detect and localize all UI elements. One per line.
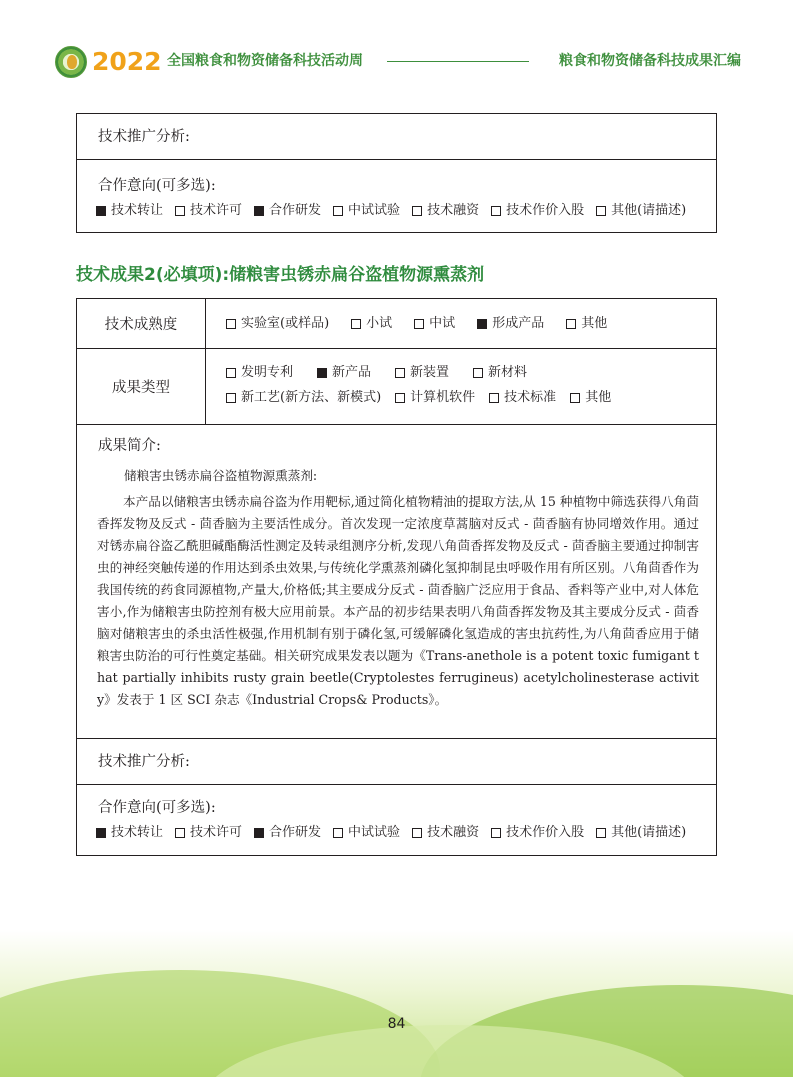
unchecked-box-icon[interactable] [175, 206, 185, 216]
unchecked-box-icon[interactable] [351, 319, 361, 329]
prev-cooperation-label: 合作意向(可多选): [98, 178, 216, 194]
maturity-label: 技术成熟度 [77, 299, 206, 348]
maturity-row [77, 299, 716, 349]
checkbox-option-label: 新材料 [488, 365, 528, 380]
unchecked-box-icon[interactable] [175, 828, 185, 838]
checkbox-option[interactable] [96, 824, 163, 842]
checkbox-option-label: 中试 [429, 316, 456, 331]
section-title: 技术成果2(必填项):储粮害虫锈赤扁谷盗植物源熏蒸剂 [76, 265, 485, 285]
checkbox-option-label: 发明专利 [241, 365, 294, 380]
checkbox-option[interactable] [333, 824, 400, 842]
intro-label: 成果简介: [98, 438, 161, 454]
checkbox-option[interactable] [473, 364, 527, 382]
unchecked-box-icon[interactable] [473, 368, 483, 378]
checkbox-option-label: 其他(请描述) [611, 203, 687, 218]
checkbox-option-label: 技术作价入股 [506, 825, 585, 840]
footer-decoration [0, 930, 793, 1077]
prev-promotion-row [77, 114, 716, 160]
checkbox-option-label: 小试 [366, 316, 393, 331]
unchecked-box-icon[interactable] [412, 206, 422, 216]
checkbox-option[interactable] [175, 824, 242, 842]
header-week-title: 全国粮食和物资储备科技活动周 [167, 53, 363, 69]
promotion-label: 技术推广分析: [98, 754, 190, 770]
checkbox-option[interactable] [317, 364, 371, 382]
maturity-options [226, 315, 629, 333]
checkbox-option[interactable] [226, 364, 293, 382]
promotion-row [77, 739, 716, 785]
checkbox-option-label: 技术转让 [111, 203, 164, 218]
unchecked-box-icon[interactable] [414, 319, 424, 329]
result-type-row [77, 349, 716, 425]
checkbox-option[interactable] [351, 315, 392, 333]
checkbox-option[interactable] [254, 202, 321, 220]
checkbox-option-label: 新工艺(新方法、新模式) [241, 390, 382, 405]
checkbox-option-label: 技术融资 [427, 203, 480, 218]
checkbox-option[interactable] [175, 202, 242, 220]
checkbox-option-label: 技术作价入股 [506, 203, 585, 218]
header-divider [387, 61, 529, 62]
checkbox-option-label: 新产品 [332, 365, 372, 380]
checkbox-option[interactable] [412, 202, 479, 220]
checkbox-option[interactable] [596, 202, 686, 220]
checkbox-option-label: 合作研发 [269, 825, 322, 840]
header-year: 2022 [92, 47, 162, 76]
result-type-options-row1 [226, 364, 551, 382]
unchecked-box-icon[interactable] [491, 828, 501, 838]
checkbox-option-label: 技术许可 [190, 203, 243, 218]
checkbox-option-label: 实验室(或样品) [241, 316, 330, 331]
unchecked-box-icon[interactable] [596, 206, 606, 216]
checkbox-option-label: 合作研发 [269, 203, 322, 218]
unchecked-box-icon[interactable] [395, 393, 405, 403]
checkbox-option-label: 其他(请描述) [611, 825, 687, 840]
checkbox-option[interactable] [570, 389, 611, 407]
logo-icon [55, 46, 87, 78]
checked-box-icon[interactable] [477, 319, 487, 329]
checkbox-option[interactable] [491, 202, 584, 220]
prev-promotion-table [76, 113, 717, 233]
checkbox-option-label: 其他 [581, 316, 608, 331]
checkbox-option-label: 新装置 [410, 365, 450, 380]
checkbox-option[interactable] [489, 389, 556, 407]
result-type-options-row2 [226, 389, 625, 407]
checkbox-option[interactable] [414, 315, 455, 333]
unchecked-box-icon[interactable] [333, 206, 343, 216]
cooperation-row [77, 785, 716, 855]
checkbox-option[interactable] [333, 202, 400, 220]
checked-box-icon[interactable] [254, 828, 264, 838]
unchecked-box-icon[interactable] [491, 206, 501, 216]
checkbox-option[interactable] [566, 315, 607, 333]
unchecked-box-icon[interactable] [226, 393, 236, 403]
checkbox-option-label: 中试试验 [348, 825, 401, 840]
cooperation-label: 合作意向(可多选): [98, 800, 216, 816]
checkbox-option-label: 其他 [585, 390, 612, 405]
unchecked-box-icon[interactable] [596, 828, 606, 838]
intro-subtitle: 储粮害虫锈赤扁谷盗植物源熏蒸剂: [124, 468, 318, 483]
checkbox-option[interactable] [477, 315, 544, 333]
cooperation-options [96, 824, 698, 842]
unchecked-box-icon[interactable] [395, 368, 405, 378]
checkbox-option-label: 计算机软件 [410, 390, 476, 405]
checkbox-option[interactable] [96, 202, 163, 220]
header-compendium-title: 粮食和物资储备科技成果汇编 [559, 53, 741, 69]
unchecked-box-icon[interactable] [570, 393, 580, 403]
checkbox-option-label: 技术标准 [504, 390, 557, 405]
checkbox-option-label: 形成产品 [492, 316, 545, 331]
unchecked-box-icon[interactable] [489, 393, 499, 403]
unchecked-box-icon[interactable] [226, 319, 236, 329]
checked-box-icon[interactable] [96, 828, 106, 838]
prev-cooperation-options [96, 202, 698, 220]
checkbox-option[interactable] [226, 315, 329, 333]
checkbox-option-label: 技术许可 [190, 825, 243, 840]
checkbox-option[interactable] [491, 824, 584, 842]
intro-body: 本产品以储粮害虫锈赤扁谷盗为作用靶标,通过简化植物精油的提取方法,从 15 种植物中筛选获得八角茴香挥发物及反式 - 茴香脑为主要活性成分。首次发现一定浓度草蒿脑对反式 - 茴香脑有协同增效作用。通过对锈赤扁谷盗乙酰胆碱酯酶活性测定及转录组测序分析,发现八角茴香挥发物及反式 - 茴香脑主要通过抑制害虫的神经突触传递的作用达到杀虫效果,与传统化学熏蒸剂磷化氢抑制昆虫呼吸作用有所区别。八角茴香作为我国传统的药食同源植物,产量大,价格低;其主要成分反式 - 茴香脑广泛应用于食品、香料等产业中,对人体危害小,作为储粮害虫防控剂有极大应用前景。本产品的初步结果表明八角茴香挥发物及其主要成分反式 - 茴香脑对储粮害虫的杀虫活性极强,作用机制有别于磷化氢,可缓解磷化氢造成的害虫抗药性,为八角茴香应用于储粮害虫防治的可行性奠定基础。相关研究成果发表以题为《Trans-anethole is a potent toxic fumigant that partially inhibits rusty grain beetle(Cryptolestes ferrugineus) acetylcholinesterase activity》发表于 1 区 SCI 杂志《Industrial Crops& Products》。 [97, 494, 699, 707]
page-number: 84 [387, 1016, 406, 1032]
unchecked-box-icon[interactable] [412, 828, 422, 838]
checked-box-icon[interactable] [254, 206, 264, 216]
checkbox-option[interactable] [395, 364, 449, 382]
checkbox-option[interactable] [412, 824, 479, 842]
checkbox-option[interactable] [395, 389, 475, 407]
checked-box-icon[interactable] [317, 368, 327, 378]
checkbox-option-label: 中试试验 [348, 203, 401, 218]
checkbox-option[interactable] [226, 389, 381, 407]
checkbox-option[interactable] [596, 824, 686, 842]
page-header [55, 44, 741, 78]
checked-box-icon[interactable] [96, 206, 106, 216]
checkbox-option[interactable] [254, 824, 321, 842]
prev-promotion-label: 技术推广分析: [98, 129, 190, 145]
intro-row [77, 425, 716, 739]
unchecked-box-icon[interactable] [333, 828, 343, 838]
result-type-label: 成果类型 [77, 349, 206, 424]
achievement-table [76, 298, 717, 856]
checkbox-option-label: 技术融资 [427, 825, 480, 840]
unchecked-box-icon[interactable] [566, 319, 576, 329]
prev-cooperation-row [77, 160, 716, 232]
unchecked-box-icon[interactable] [226, 368, 236, 378]
checkbox-option-label: 技术转让 [111, 825, 164, 840]
